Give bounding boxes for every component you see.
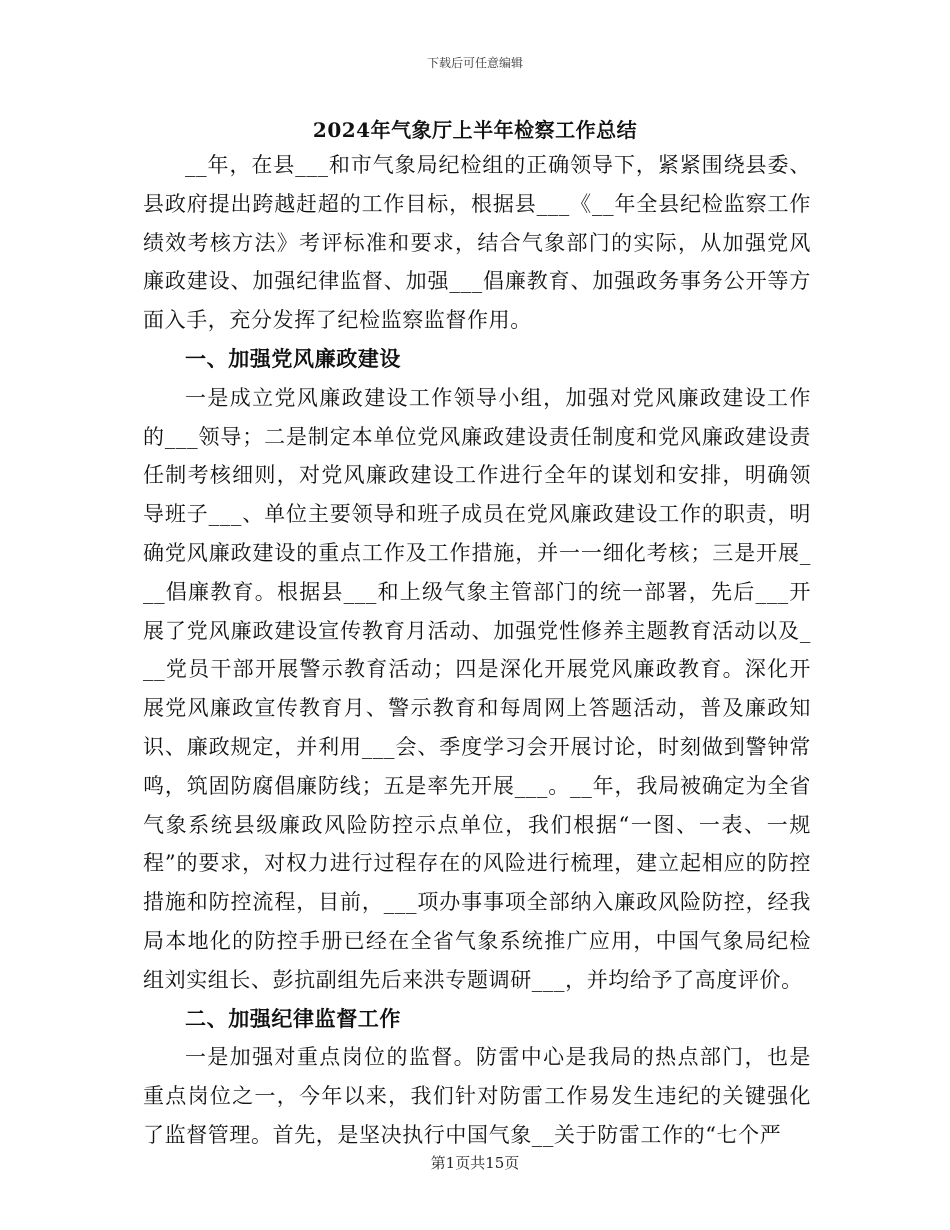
page-footer: 第1页共15页: [430, 1154, 520, 1172]
section-2-paragraph: 一是加强对重点岗位的监督。防雷中心是我局的热点部门，也是重点岗位之一，今年以来，我们针对防雷工作易发生违纪的关键强化了监督管理。首先，是坚决执行中国气象__关于防雷工作的“七个严: [143, 1045, 811, 1147]
document-body: [143, 146, 811, 1155]
section-heading-2: 二、加强纪律监督工作: [185, 1005, 401, 1031]
intro-paragraph: __年，在县___和市气象局纪检组的正确领导下，紧紧围绕县委、县政府提出跨越赶超的工作目标，根据县___《__年全县纪检监察工作绩效考核方法》考评标准和要求，结合气象部门的实际，从加强党风廉政建设、加强纪律监督、加强___倡廉教育、加强政务事务公开等方面入手，充分发挥了纪检监察监督作用。: [143, 153, 811, 333]
section-1-paragraph: 一是成立党风廉政建设工作领导小组，加强对党风廉政建设工作的___领导；二是制定本单位党风廉政建设责任制度和党风廉政建设责任制考核细则，对党风廉政建设工作进行全年的谋划和安排，明确领导班子___、单位主要领导和班子成员在党风廉政建设工作的职责，明确党风廉政建设的重点工作及工作措施，并一一细化考核；三是开展___倡廉教育。根据县___和上级气象主管部门的统一部署，先后___开展了党风廉政建设宣传教育月活动、加强党性修养主题教育活动以及___党员干部开展警示教育活动；四是深化开展党风廉政教育。深化开展党风廉政宣传教育月、警示教育和每周网上答题活动，普及廉政知识、廉政规定，并利用___会、季度学习会开展讨论，时刻做到警钟常鸣，筑固防腐倡廉防线；五是率先开展___。__年，我局被确定为全省气象系统县级廉政风险防控示点单位，我们根据“一图、一表、一规程”的要求，对权力进行过程存在的风险进行梳理，建立起相应的防控措施和防控流程，目前，___项办事事项全部纳入廉政风险防控，经我局本地化的防控手册已经在全省气象系统推广应用，中国气象局纪检组刘实组长、彭抗副组先后来洪专题调研___，并均给予了高度评价。: [143, 385, 811, 992]
section-heading-1: 一、加强党风廉政建设: [185, 345, 401, 371]
document-title: 2024年气象厅上半年检察工作总结: [312, 118, 638, 142]
header-note: 下载后可任意编辑: [426, 56, 523, 70]
